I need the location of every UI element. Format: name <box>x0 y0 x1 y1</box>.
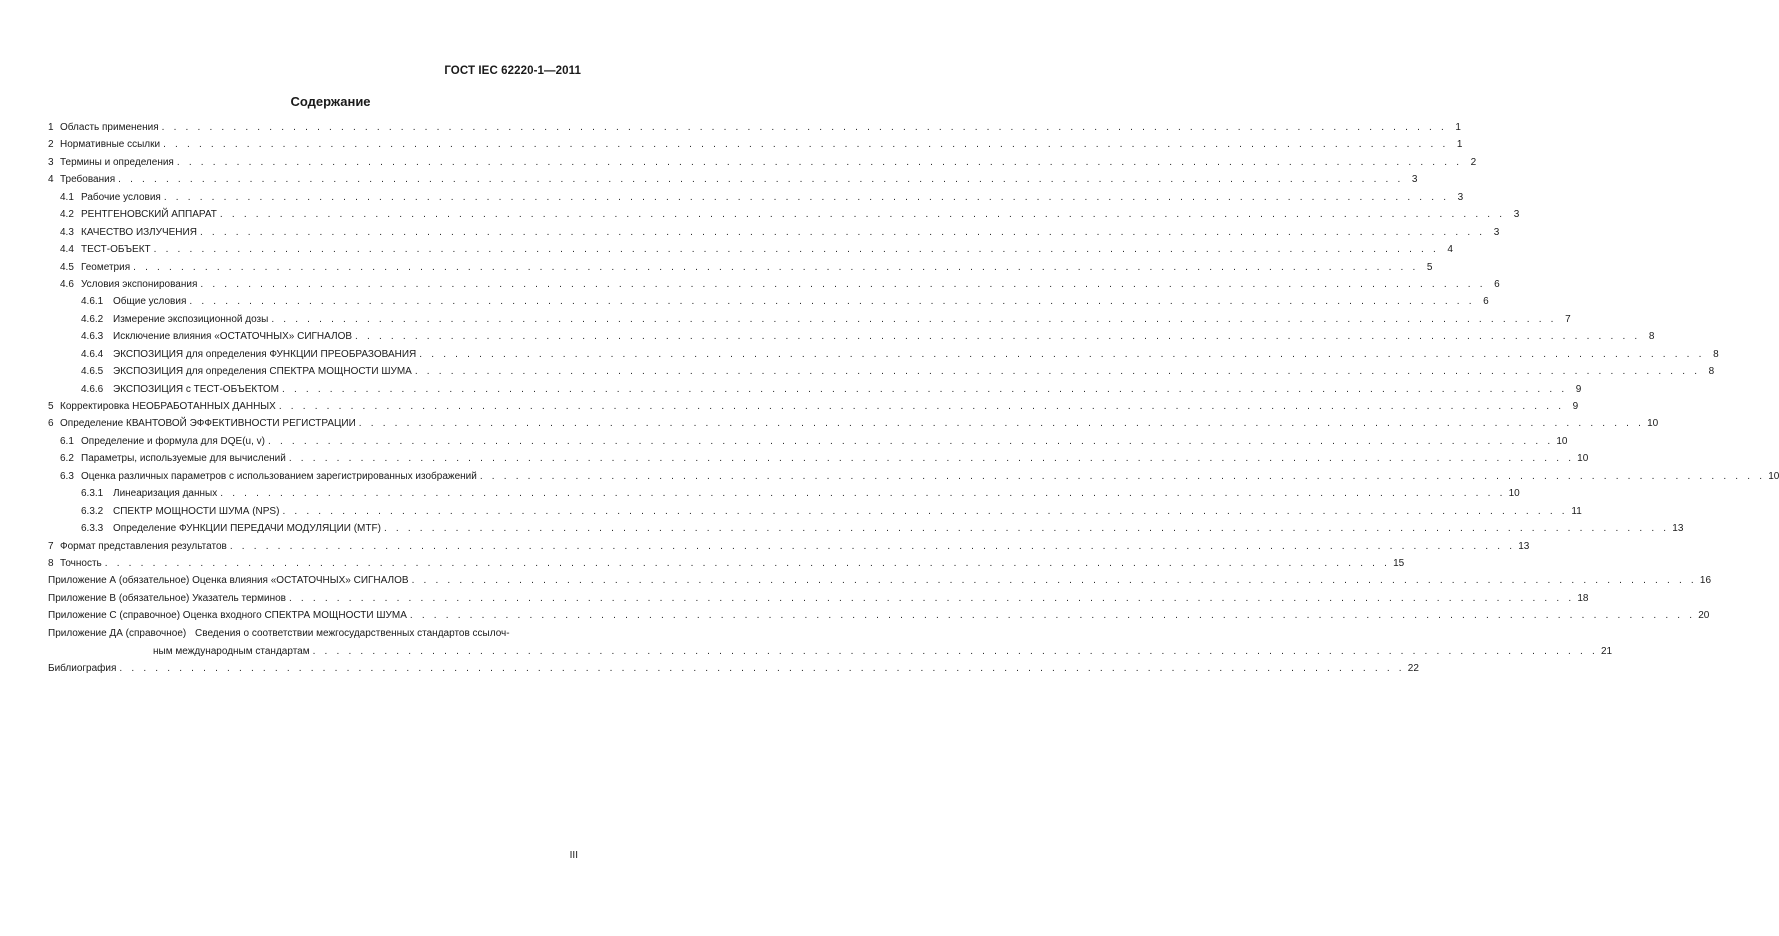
toc-entry-number: 4.4 <box>60 244 74 256</box>
toc-entry-number: 6.1 <box>60 435 74 447</box>
toc-entry-page: 10 <box>1577 453 1589 465</box>
toc-entry-page: 3 <box>1513 209 1520 221</box>
toc-entry-title: Формат представления результатов <box>60 540 227 552</box>
toc-entry-appendix-da[interactable] <box>48 627 1613 658</box>
toc-entry-4-6-2[interactable] <box>48 313 1571 326</box>
page-title: Содержание <box>290 94 371 109</box>
toc-entry-title: Определение и формула для DQE(u, v) <box>81 435 265 447</box>
dot-leader: . . . . . . . . . . . . . . . . . . . . . . . . . . . . . . . . . . . . . . . . . . . . . . . . . . . . . . . . . . . . . . . . . . . . . . . . . . . . . . . . . . . . . . . . . . . . . . . . . . . . . . . . . . . . <box>153 244 1439 256</box>
dot-leader: . . . . . . . . . . . . . . . . . . . . . . . . . . . . . . . . . . . . . . . . . . . . . . . . . . . . . . . . . . . . . . . . . . . . . . . . . . . . . . . . . . . . . . . . . . . . . . . . . . . . . . . . . . . . <box>200 278 1486 290</box>
toc-entry-title-continued: Сведения о соответствии межгосударственных стандартов ссылоч- <box>195 627 510 639</box>
toc-entry-6[interactable] <box>48 417 1659 430</box>
toc-entry-page: 6 <box>1483 296 1489 308</box>
dot-leader: . . . . . . . . . . . . . . . . . . . . . . . . . . . . . . . . . . . . . . . . . . . . . . . . . . . . . . . . . . . . . . . . . . . . . . . . . . . . . . . . . . . . . . . . . . . . . . . . . . . . . . . . . . . . <box>267 435 1554 447</box>
toc-entry-3[interactable] <box>48 156 1477 169</box>
toc-entry-title: РЕНТГЕНОВСКИЙ АППАРАТ <box>81 209 217 221</box>
toc-entry-page: 9 <box>1575 383 1582 395</box>
toc-entry-page: 22 <box>1407 663 1419 675</box>
toc-entry-6-1[interactable] <box>48 435 1568 448</box>
toc-entry-appendix-a[interactable] <box>48 574 1712 587</box>
toc-entry-title: Измерение экспозиционной дозы <box>113 313 269 325</box>
dot-leader: . . . . . . . . . . . . . . . . . . . . . . . . . . . . . . . . . . . . . . . . . . . . . . . . . . . . . . . . . . . . . . . . . . . . . . . . . . . . . . . . . . . . . . . . . . . . . . . . . . . . . . . . . . . . <box>119 663 1405 675</box>
toc-entry-number: 8 <box>48 557 54 569</box>
toc-entry-number: 7 <box>48 540 54 552</box>
toc-entry-page: 6 <box>1494 278 1500 290</box>
document-header: ГОСТ IEC 62220-1—2011 <box>444 65 581 77</box>
dot-leader: . . . . . . . . . . . . . . . . . . . . . . . . . . . . . . . . . . . . . . . . . . . . . . . . . . . . . . . . . . . . . . . . . . . . . . . . . . . . . . . . . . . . . . . . . . . . . . . . . . . . . . . . . . . . <box>383 523 1670 535</box>
toc-entry-4-6-3[interactable] <box>48 330 1655 343</box>
toc-entry-title: Корректировка НЕОБРАБОТАННЫХ ДАННЫХ <box>60 401 276 412</box>
toc-entry-number: 4.2 <box>60 209 74 221</box>
toc-entry-title: Рабочие условия <box>81 191 161 203</box>
toc-entry-page: 11 <box>1571 505 1582 517</box>
dot-leader: . . . . . . . . . . . . . . . . . . . . . . . . . . . . . . . . . . . . . . . . . . . . . . . . . . . . . . . . . . . . . . . . . . . . . . . . . . . . . . . . . . . . . . . . . . . . . . . . . . . . . . . . . . . . <box>133 261 1419 273</box>
toc-entry-page: 7 <box>1565 313 1571 325</box>
dot-leader: . . . . . . . . . . . . . . . . . . . . . . . . . . . . . . . . . . . . . . . . . . . . . . . . . . . . . . . . . . . . . . . . . . . . . . . . . . . . . . . . . . . . . . . . . . . . . . . . . . . . . . . . . . . . <box>199 226 1486 238</box>
toc-entry-4-1[interactable] <box>48 191 1464 204</box>
toc-entry-page: 13 <box>1672 523 1684 535</box>
toc-entry-title: Общие условия <box>113 296 187 308</box>
toc-entry-page: 10 <box>1647 418 1659 430</box>
toc-entry-number: 6.3.1 <box>81 488 104 500</box>
toc-entry-number: 6.2 <box>60 453 74 465</box>
dot-leader: . . . . . . . . . . . . . . . . . . . . . . . . . . . . . . . . . . . . . . . . . . . . . . . . . . . . . . . . . . . . . . . . . . . . . . . . . . . . . . . . . . . . . . . . . . . . . . . . . . . . . . . . . . . . <box>220 488 1506 500</box>
dot-leader: . . . . . . . . . . . . . . . . . . . . . . . . . . . . . . . . . . . . . . . . . . . . . . . . . . . . . . . . . . . . . . . . . . . . . . . . . . . . . . . . . . . . . . . . . . . . . . . . . . . . . . . . . . . . <box>288 592 1575 604</box>
toc-entry-page: 9 <box>1572 401 1579 412</box>
toc-entry-number: 4.6.2 <box>81 313 104 325</box>
toc-entry-number: 6.3.3 <box>81 523 104 535</box>
dot-leader: . . . . . . . . . . . . . . . . . . . . . . . . . . . . . . . . . . . . . . . . . . . . . . . . . . . . . . . . . . . . . . . . . . . . . . . . . . . . . . . . . . . . . . . . . . . . . . . . . . . . . . . . . . . . <box>163 191 1450 203</box>
toc-entry-title: КАЧЕСТВО ИЗЛУЧЕНИЯ <box>81 226 197 238</box>
dot-leader: . . . . . . . . . . . . . . . . . . . . . . . . . . . . . . . . . . . . . . . . . . . . . . . . . . . . . . . . . . . . . . . . . . . . . . . . . . . . . . . . . . . . . . . . . . . . . . . . . . . . . . . . . . . . <box>163 139 1449 151</box>
toc-entry-page: 1 <box>1456 139 1463 151</box>
toc-entry-number: 4.6.6 <box>81 383 104 395</box>
toc-entry-title: ЭКСПОЗИЦИЯ с ТЕСТ-ОБЪЕКТОМ <box>113 383 279 395</box>
dot-leader: . . . . . . . . . . . . . . . . . . . . . . . . . . . . . . . . . . . . . . . . . . . . . . . . . . . . . . . . . . . . . . . . . . . . . . . . . . . . . . . . . . . . . . . . . . . . . . . . . . . . . . . . . . . . <box>414 366 1701 378</box>
toc-entry-page: 2 <box>1470 156 1477 168</box>
dot-leader: . . . . . . . . . . . . . . . . . . . . . . . . . . . . . . . . . . . . . . . . . . . . . . . . . . . . . . . . . . . . . . . . . . . . . . . . . . . . . . . . . . . . . . . . . . . . . . . . . . . . . . . . . . . . <box>104 557 1391 569</box>
toc-entry-4-2[interactable] <box>48 208 1520 221</box>
toc-entry-6-3-2[interactable] <box>48 505 1582 518</box>
dot-leader: . . . . . . . . . . . . . . . . . . . . . . . . . . . . . . . . . . . . . . . . . . . . . . . . . . . . . . . . . . . . . . . . . . . . . . . . . . . . . . . . . . . . . . . . . . . . . . . . . . . . . . . . . . . . <box>176 156 1463 168</box>
toc-entry-4-6-5[interactable] <box>48 365 1715 378</box>
dot-leader: . . . . . . . . . . . . . . . . . . . . . . . . . . . . . . . . . . . . . . . . . . . . . . . . . . . . . . . . . . . . . . . . . . . . . . . . . . . . . . . . . . . . . . . . . . . . . . . . . . . . . . . . . . . . <box>271 313 1557 325</box>
toc-entry-title: Требования <box>60 174 116 186</box>
toc-entry-title: Оценка различных параметров с использованием зарегистрированных изображений <box>81 470 477 482</box>
toc-entry-title: Условия экспонирования <box>81 278 198 290</box>
toc-entry-title-continued: ным международным стандартам <box>153 645 310 657</box>
dot-leader: . . . . . . . . . . . . . . . . . . . . . . . . . . . . . . . . . . . . . . . . . . . . . . . . . . . . . . . . . . . . . . . . . . . . . . . . . . . . . . . . . . . . . . . . . . . . . . . . . . . . . . . . . . . . <box>189 296 1475 308</box>
toc-entry-page: 10 <box>1556 435 1568 447</box>
toc-entry-4-5[interactable] <box>48 261 1433 274</box>
dot-leader: . . . . . . . . . . . . . . . . . . . . . . . . . . . . . . . . . . . . . . . . . . . . . . . . . . . . . . . . . . . . . . . . . . . . . . . . . . . . . . . . . . . . . . . . . . . . . . . . . . . . . . . . . . . . <box>479 470 1766 482</box>
toc-entry-page: 18 <box>1577 592 1589 604</box>
toc-entry-6-3[interactable] <box>48 470 1779 483</box>
dot-leader: . . . . . . . . . . . . . . . . . . . . . . . . . . . . . . . . . . . . . . . . . . . . . . . . . . . . . . . . . . . . . . . . . . . . . . . . . . . . . . . . . . . . . . . . . . . . . . . . . . . . . . . . . . . . <box>409 610 1696 622</box>
toc-entry-5[interactable] <box>48 400 1579 413</box>
dot-leader: . . . . . . . . . . . . . . . . . . . . . . . . . . . . . . . . . . . . . . . . . . . . . . . . . . . . . . . . . . . . . . . . . . . . . . . . . . . . . . . . . . . . . . . . . . . . . . . . . . . . . . . . . . . . <box>118 174 1404 186</box>
toc-entry-number: 4.6.1 <box>81 296 104 308</box>
toc-entry-title: Термины и определения <box>60 156 174 168</box>
toc-entry-7[interactable] <box>48 540 1530 553</box>
toc-entry-title: Приложение В (обязательное) Указатель терминов <box>48 592 286 604</box>
toc-entry-4-3[interactable] <box>48 226 1500 239</box>
dot-leader: . . . . . . . . . . . . . . . . . . . . . . . . . . . . . . . . . . . . . . . . . . . . . . . . . . . . . . . . . . . . . . . . . . . . . . . . . . . . . . . . . . . . . . . . . . . . . . . . . . . . . . . . . . . . <box>278 401 1565 412</box>
toc-entry-number: 4.6.5 <box>81 366 104 378</box>
toc-entry-number: 4.6 <box>60 278 74 290</box>
toc-entry-title: Геометрия <box>81 261 131 273</box>
toc-entry-bibliography[interactable] <box>48 662 1419 675</box>
dot-leader: . . . . . . . . . . . . . . . . . . . . . . . . . . . . . . . . . . . . . . . . . . . . . . . . . . . . . . . . . . . . . . . . . . . . . . . . . . . . . . . . . . . . . . . . . . . . . . . . . . . . . . . . . . . . <box>229 540 1516 552</box>
toc-entry-page: 10 <box>1768 470 1779 482</box>
toc-entry-6-2[interactable] <box>48 452 1589 465</box>
toc-entry-page: 5 <box>1426 261 1433 273</box>
toc-entry-title: ЭКСПОЗИЦИЯ для определения СПЕКТРА МОЩНОСТИ ШУМА <box>113 366 412 378</box>
toc-entry-page: 8 <box>1708 366 1715 378</box>
toc-entry-page: 16 <box>1699 575 1712 587</box>
toc-entry-6-3-3[interactable] <box>48 522 1684 535</box>
toc-entry-number: 3 <box>48 156 54 168</box>
dot-leader: . . . . . . . . . . . . . . . . . . . . . . . . . . . . . . . . . . . . . . . . . . . . . . . . . . . . . . . . . . . . . . . . . . . . . . . . . . . . . . . . . . . . . . . . . . . . . . . . . . . . . . . . . . . . <box>281 383 1568 395</box>
toc-entry-4-6-1[interactable] <box>48 295 1489 308</box>
toc-entry-number: 4.1 <box>60 191 74 203</box>
toc-entry-title: Параметры, используемые для вычислений <box>81 453 286 465</box>
toc-entry-number: 5 <box>48 401 54 412</box>
toc-entry-8[interactable] <box>48 557 1405 570</box>
toc-entry-4-6-4[interactable] <box>48 348 1719 361</box>
toc-entry-title: СПЕКТР МОЩНОСТИ ШУМА (NPS) <box>113 505 280 517</box>
toc-entry-number: 4.3 <box>60 226 74 238</box>
page-number: III <box>569 850 578 861</box>
toc-entry-2[interactable] <box>48 138 1463 151</box>
toc-entry-page: 15 <box>1393 557 1405 569</box>
toc-entry-appendix-b[interactable] <box>48 592 1589 605</box>
table-of-contents <box>48 121 1779 680</box>
toc-entry-title: Нормативные ссылки <box>60 139 161 151</box>
toc-entry-number: 2 <box>48 139 54 151</box>
toc-entry-title: Исключение влияния «ОСТАТОЧНЫХ» СИГНАЛОВ <box>113 331 353 343</box>
toc-entry-page: 21 <box>1600 645 1613 657</box>
toc-entry-number: 4.5 <box>60 261 74 273</box>
toc-entry-number: 1 <box>48 122 54 133</box>
toc-entry-title: ТЕСТ-ОБЪЕКТ <box>81 244 151 256</box>
toc-entry-title: Приложение С (справочное) Оценка входного СПЕКТРА МОЩНОСТИ ШУМА <box>48 610 407 622</box>
toc-entry-number: 6 <box>48 418 54 430</box>
toc-entry-title: Линеаризация данных <box>113 488 218 500</box>
toc-entry-4-4[interactable] <box>48 243 1453 256</box>
toc-entry-title: Библиография <box>48 663 117 675</box>
dot-leader: . . . . . . . . . . . . . . . . . . . . . . . . . . . . . . . . . . . . . . . . . . . . . . . . . . . . . . . . . . . . . . . . . . . . . . . . . . . . . . . . . . . . . . . . . . . . . . . . . . . . . . . . . . . . <box>411 575 1697 587</box>
toc-entry-1[interactable] <box>48 121 1461 134</box>
toc-entry-page: 20 <box>1698 610 1710 622</box>
appendix-da-first-line <box>48 627 583 640</box>
toc-entry-number: 4.6.4 <box>81 348 104 360</box>
toc-entry-title: Область применения <box>60 122 159 133</box>
toc-entry-page: 3 <box>1493 226 1500 238</box>
toc-entry-title: Определение КВАНТОВОЙ ЭФФЕКТИВНОСТИ РЕГИСТРАЦИИ <box>60 418 356 430</box>
toc-entry-page: 10 <box>1508 488 1520 500</box>
toc-entry-title: Определение ФУНКЦИИ ПЕРЕДАЧИ МОДУЛЯЦИИ (MTF) <box>113 523 381 535</box>
toc-entry-number: 6.3.2 <box>81 505 104 517</box>
toc-entry-page: 8 <box>1648 331 1655 343</box>
toc-entry-page: 13 <box>1518 540 1530 552</box>
dot-leader: . . . . . . . . . . . . . . . . . . . . . . . . . . . . . . . . . . . . . . . . . . . . . . . . . . . . . . . . . . . . . . . . . . . . . . . . . . . . . . . . . . . . . . . . . . . . . . . . . . . . . . . . . . . . <box>219 209 1506 221</box>
dot-leader: . . . . . . . . . . . . . . . . . . . . . . . . . . . . . . . . . . . . . . . . . . . . . . . . . . . . . . . . . . . . . . . . . . . . . . . . . . . . . . . . . . . . . . . . . . . . . . . . . . . . . . . . . . . . <box>288 453 1575 465</box>
appendix-da-second-line <box>48 645 1613 658</box>
dot-leader: . . . . . . . . . . . . . . . . . . . . . . . . . . . . . . . . . . . . . . . . . . . . . . . . . . . . . . . . . . . . . . . . . . . . . . . . . . . . . . . . . . . . . . . . . . . . . . . . . . . . . . . . . . . . <box>161 122 1447 133</box>
toc-entry-title: Точность <box>60 557 102 569</box>
toc-entry-page: 3 <box>1457 191 1464 203</box>
dot-leader: . . . . . . . . . . . . . . . . . . . . . . . . . . . . . . . . . . . . . . . . . . . . . . . . . . . . . . . . . . . . . . . . . . . . . . . . . . . . . . . . . . . . . . . . . . . . . . . . . . . . . . . . . . . . <box>282 505 1568 517</box>
toc-entry-4-6[interactable] <box>48 278 1500 291</box>
dot-leader: . . . . . . . . . . . . . . . . . . . . . . . . . . . . . . . . . . . . . . . . . . . . . . . . . . . . . . . . . . . . . . . . . . . . . . . . . . . . . . . . . . . . . . . . . . . . . . . . . . . . . . . . . . . . <box>419 348 1705 360</box>
toc-entry-4-6-6[interactable] <box>48 383 1582 396</box>
dot-leader: . . . . . . . . . . . . . . . . . . . . . . . . . . . . . . . . . . . . . . . . . . . . . . . . . . . . . . . . . . . . . . . . . . . . . . . . . . . . . . . . . . . . . . . . . . . . . . . . . . . . . . . . . . . . <box>358 418 1645 430</box>
toc-entry-page: 1 <box>1455 122 1461 133</box>
dot-leader: . . . . . . . . . . . . . . . . . . . . . . . . . . . . . . . . . . . . . . . . . . . . . . . . . . . . . . . . . . . . . . . . . . . . . . . . . . . . . . . . . . . . . . . . . . . . . . . . . . . . . . . . . . . . <box>355 331 1641 343</box>
toc-entry-title: Приложение ДА (справочное) <box>48 627 187 639</box>
toc-entry-number: 4.6.3 <box>81 331 104 343</box>
toc-entry-4[interactable] <box>48 173 1418 186</box>
toc-entry-page: 3 <box>1411 174 1418 186</box>
toc-entry-title: ЭКСПОЗИЦИЯ для определения ФУНКЦИИ ПРЕОБРАЗОВАНИЯ <box>113 348 417 360</box>
toc-entry-appendix-c[interactable] <box>48 609 1710 622</box>
toc-entry-page: 4 <box>1447 244 1453 256</box>
dot-leader: . . . . . . . . . . . . . . . . . . . . . . . . . . . . . . . . . . . . . . . . . . . . . . . . . . . . . . . . . . . . . . . . . . . . . . . . . . . . . . . . . . . . . . . . . . . . . . . . . . . . . . . . . . . . <box>312 645 1598 657</box>
toc-entry-number: 4 <box>48 174 54 186</box>
toc-entry-6-3-1[interactable] <box>48 487 1520 500</box>
toc-entry-title: Приложение А (обязательное) Оценка влияния «ОСТАТОЧНЫХ» СИГНАЛОВ <box>48 575 409 587</box>
toc-entry-number: 6.3 <box>60 470 74 482</box>
toc-entry-page: 8 <box>1713 348 1719 360</box>
